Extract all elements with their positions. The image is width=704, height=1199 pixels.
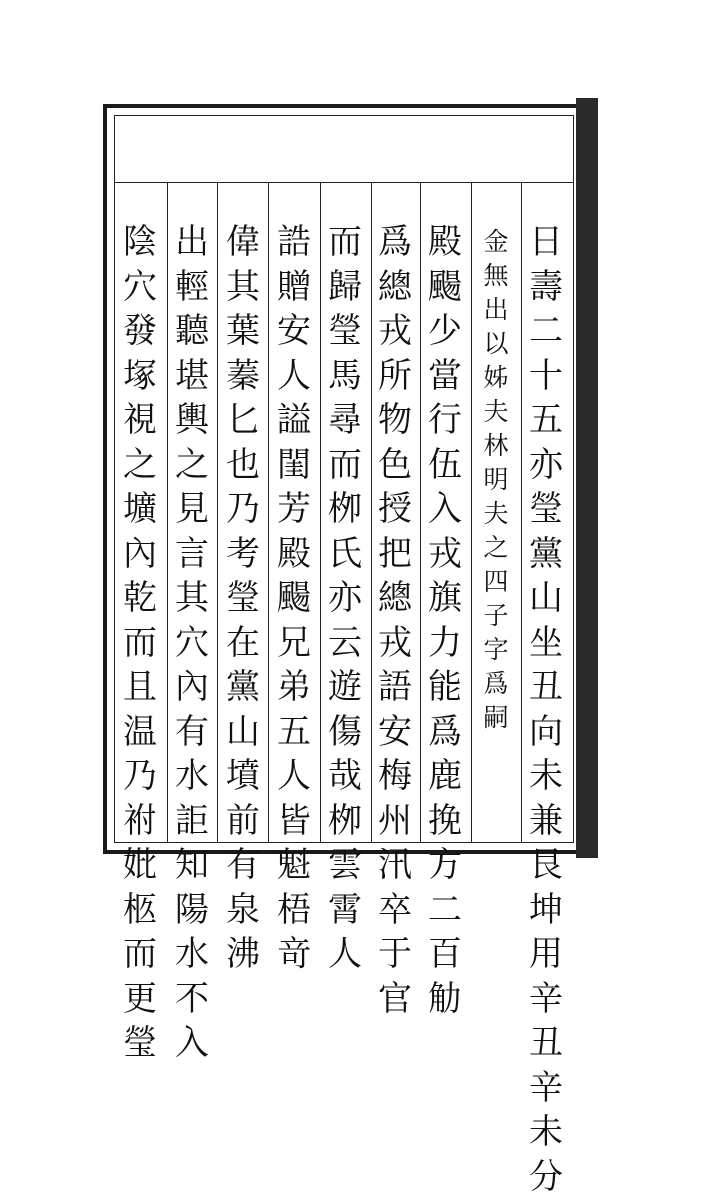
text-column-3: 殿颺少當行伍入戎旗力能爲鹿挽方二百觔 [428,222,462,1019]
text-column-9: 陰穴發塚視之壙內乾而且温乃祔妣柩而更瑩 [123,222,157,1063]
text-column-6: 誥贈安人謚閨芳殿颺兄弟五人皆魁梧竒 [277,222,311,974]
column-rule [371,182,372,843]
text-column-7: 偉其葉蓁匕也乃考瑩在黨山墳前有泉沸 [226,222,260,974]
text-column-1: 日壽二十五亦瑩黨山坐丑向未兼艮坤用辛丑辛未分 [529,222,563,1197]
header-rule [114,182,574,183]
spine-edge [576,98,598,858]
text-column-5: 而歸瑩馬尋而栁氏亦云遊傷哉栁雲霄人 [328,222,362,974]
column-rule [268,182,269,843]
column-rule [320,182,321,843]
text-column-2: 金無出以姊夫林明夫之四子字爲嗣 [483,227,509,732]
column-rule [217,182,218,843]
text-column-4: 爲總戎所物色授把總戎語安梅州汛卒于官 [378,222,412,1019]
column-rule [167,182,168,843]
column-rule [521,182,522,843]
column-rule [420,182,421,843]
text-column-8: 出輕聽堪輿之見言其穴內有水詎知陽水不入 [175,222,209,1063]
column-rule [471,182,472,843]
